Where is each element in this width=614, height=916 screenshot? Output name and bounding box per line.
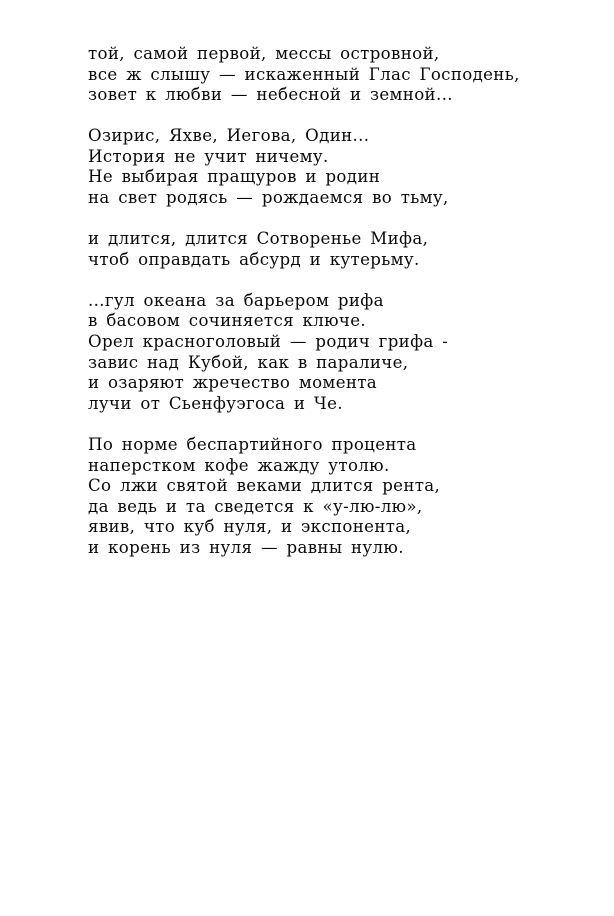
poem-line: Не выбирая пращуров и родин [88,167,381,187]
poem-line: зовет к любви — небесной и земной... [88,85,453,105]
poem-line: лучи от Сьенфуэгоса и Че. [88,393,343,413]
stanza-2 [88,126,588,208]
poem-line: в басовом сочиняется ключе. [88,311,367,331]
poem-line: и длится, длится Сотворенье Мифа, [88,229,429,249]
poem-line: Орел красноголовый — родич грифа - [88,332,449,352]
poem-line: История не учит ничему. [88,146,329,166]
poem-line: Со лжи святой веками длится рента, [88,476,441,496]
stanza-5 [88,435,588,559]
poem-line: явив, что куб нуля, и экспонента, [88,517,412,537]
poem-page [88,44,588,558]
poem-line: Озирис, Яхве, Иегова, Один... [88,126,370,146]
poem-line: и озаряют жречество момента [88,373,378,393]
poem-line: ...гул океана за барьером рифа [88,290,384,310]
poem-line: да ведь и та сведется к «у-лю-лю», [88,496,423,516]
poem-line: По норме беспартийного процента [88,434,417,454]
poem-line: наперстком кофе жажду утолю. [88,455,390,475]
stanza-3 [88,229,588,270]
stanza-1 [88,44,588,106]
stanza-4 [88,291,588,415]
poem-line: той, самой первой, мессы островной, [88,44,440,63]
poem-line: завис над Кубой, как в параличе, [88,352,409,372]
poem-line: чтоб оправдать абсурд и кутерьму. [88,249,420,269]
poem-line: и корень из нуля — равны нулю. [88,537,404,557]
poem-line: на свет родясь — рождаемся во тьму, [88,188,449,208]
poem-line: все ж слышу — искаженный Глас Господень, [88,64,520,84]
